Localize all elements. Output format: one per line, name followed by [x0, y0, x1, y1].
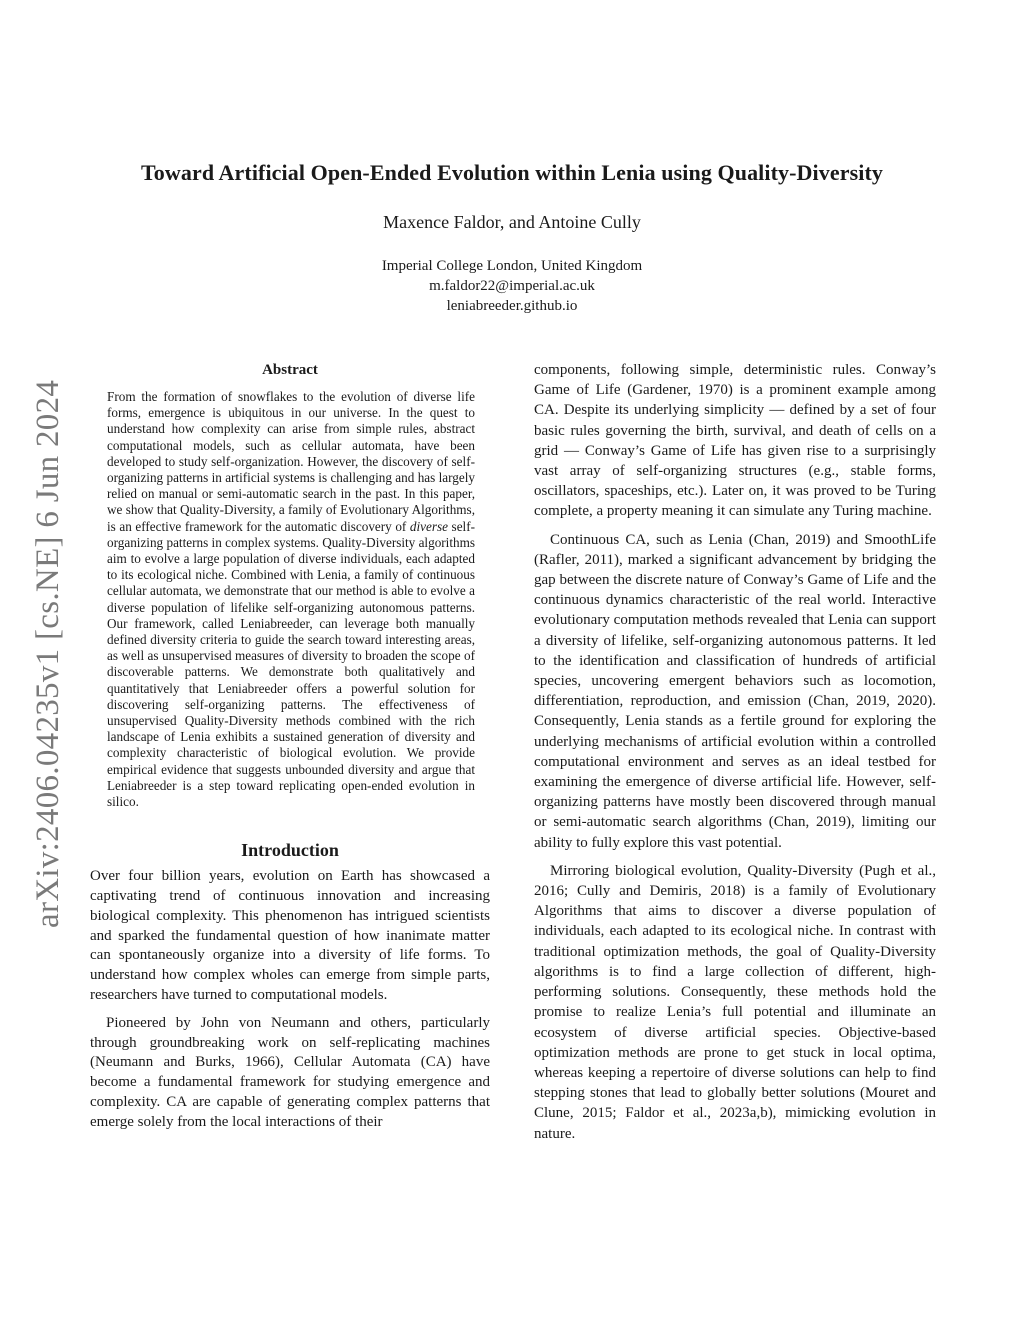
abstract-emphasis: diverse [409, 518, 448, 534]
right-column [534, 360, 936, 1144]
project-website: leniabreeder.github.io [446, 298, 578, 314]
intro-paragraph-4: Mirroring biological evolution, Quality-Diversity (Pugh et al., 2016; Cully and Demiris, 2018) is a family of Evolutionary Algorithms that aims to discover a diverse population of individuals, each adapted to its ecological niche. In contrast with traditional optimization methods, the goal of Quality-Diversity algorithms is to find a large collection of different, high-performing solutions. Consequently, these methods hold the promise to realize Lenia’s full potential and illuminate an ecosystem of diverse artificial species. Objective-based optimization methods are prone to get stuck in local optima, whereas keeping a repertoire of diverse solutions can help to find stepping stones that lead to globally better solutions (Mouret and Clune, 2015; Faldor et al., 2023a,b), mimicking evolution in nature. [534, 862, 936, 1142]
abstract-text-part-1: From the formation of snowflakes to the evolution of diverse life forms, emergence is ubiquitous in our universe. In the quest to understand how complexity can arise from simple rules, abstract computational models, such as cellular automata, have been developed to study self-organization. However, the discovery of self-organizing patterns in artificial systems is challenging and has largely relied on manual or semi-automatic search in the past. In this paper, we show that Quality-Diversity, a family of Evolutionary Algorithms, is an effective framework for the automatic discovery of [107, 389, 475, 534]
abstract-heading: Abstract [262, 362, 318, 378]
left-column [90, 362, 490, 1133]
intro-paragraph-1: Over four billion years, evolution on Earth has showcased a captivating trend of continuous innovation and increasing biological complexity. This phenomenon has intrigued scientists and sparked the fundamental question of how inanimate matter can spontaneously organize into a diversity of life forms. To understand how complex wholes can emerge from simple parts, researchers have turned to computational models. [90, 868, 490, 1004]
intro-paragraph-2-continued: components, following simple, deterministic rules. Conway’s Game of Life (Gardener, 1970) is a prominent example among CA. Despite its underlying simplicity — defined by a set of four basic rules governing the birth, survival, and death of cells on a grid — Conway’s Game of Life has given rise to a surprisingly vast array of self-organizing structures (e.g., stable forms, oscillators, spaceships, etc.). Later on, it was proved to be Turing complete, a property meaning it can simulate any Turing machine. [534, 362, 936, 520]
abstract-text-part-2: self-organizing patterns in complex systems. Quality-Diversity algorithms aim to evolve a large population of diverse individuals, each adapted to its ecological niche. Combined with Lenia, a family of continuous cellular automata, we demonstrate that our method is able to evolve a diverse population of lifelike self-organizing autonomous patterns. Our framework, called Leniabreeder, can leverage both manually defined diversity criteria to guide the search toward interesting areas, as well as unsupervised measures of diversity to broaden the scope of discoverable patterns. We demonstrate both qualitatively and quantitatively that Leniabreeder offers a powerful solution for discovering self-organizing patterns. The effectiveness of unsupervised Quality-Diversity methods combined with the rich landscape of Lenia exhibits a sustained generation of diversity and complexity characteristic of biological evolution. We provide empirical evidence that suggests unbounded diversity and argue that Leniabreeder is a step toward replicating open-ended evolution in silico. [107, 518, 475, 810]
paper-authors: Maxence Faldor, and Antoine Cully [383, 212, 641, 232]
introduction-heading: Introduction [241, 840, 339, 861]
affiliation-block [0, 256, 1024, 316]
paper-title: Toward Artificial Open-Ended Evolution within Lenia using Quality-Diversity [141, 160, 883, 185]
intro-paragraph-3: Continuous CA, such as Lenia (Chan, 2019) and SmoothLife (Rafler, 2011), marked a significant advancement by bridging the gap between the discrete nature of Conway’s Game of Life and the continuous dynamics characteristic of the real world. Interactive evolutionary computation methods revealed that Lenia can support a diversity of lifelike, self-organizing autonomous patterns. It led to the identification and classification of hundreds of artificial species, uncovering emergent behaviors such as locomotion, differentiation, reproduction, and emission (Chan, 2019, 2020). Consequently, Lenia stands as a fertile ground for exploring the underlying mechanisms of artificial evolution within a controlled computational environment and serves as an ideal testbed for examining the emergence of diverse artificial life. However, self-organizing patterns have mostly been discovered through manual or semi-automatic search algorithms (Chan, 2019), limiting our ability to fully explore this vast potential. [534, 531, 936, 851]
abstract-text [107, 389, 475, 810]
intro-paragraph-2: Pioneered by John von Neumann and others, particularly through groundbreaking work on self-replicating machines (Neumann and Burks, 1966), Cellular Automata (CA) have become a fundamental framework for studying emergence and complexity. CA are capable of generating complex patterns that emerge solely from the local interactions of their [90, 1014, 490, 1130]
arxiv-watermark: arXiv:2406.04235v1 [cs.NE] 6 Jun 2024 [30, 379, 66, 928]
author-email: m.faldor22@imperial.ac.uk [429, 278, 595, 294]
affiliation: Imperial College London, United Kingdom [381, 258, 643, 274]
